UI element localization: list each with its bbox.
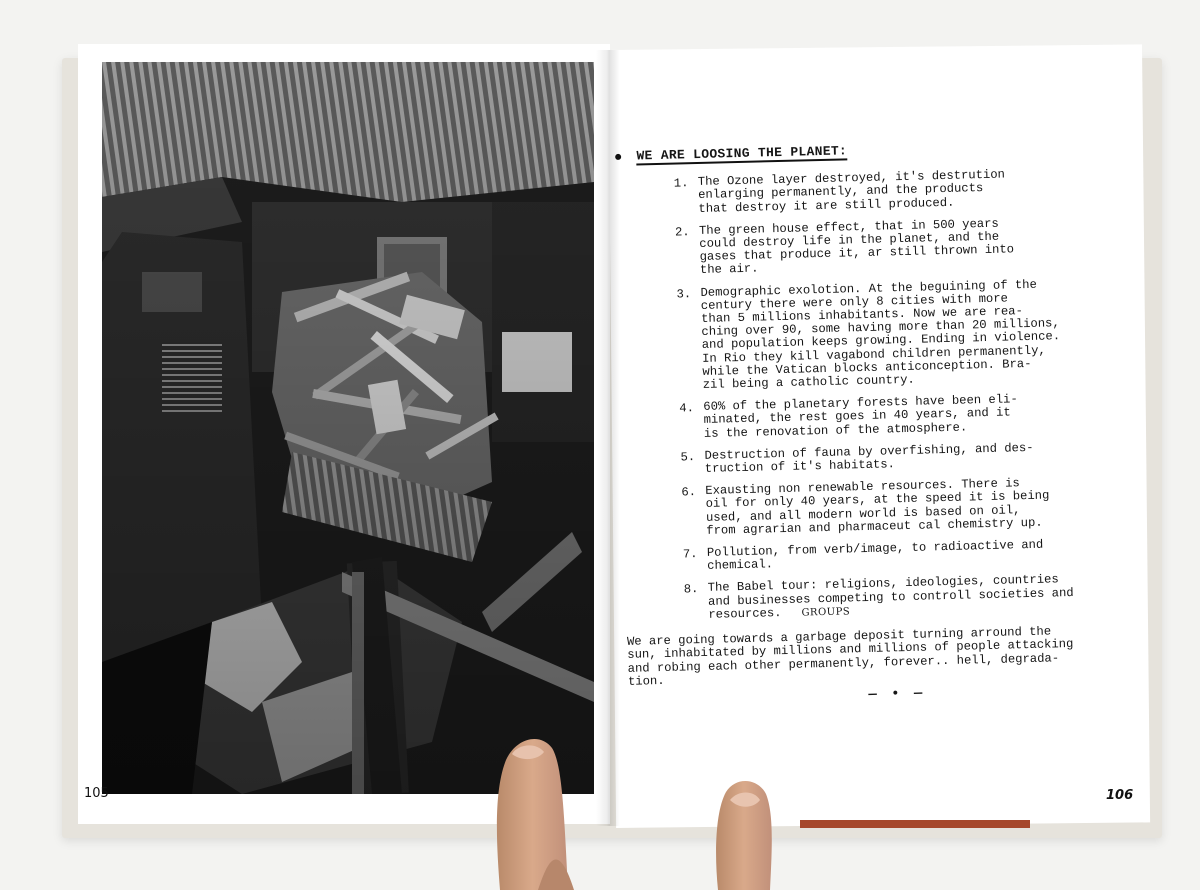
item-text: 60% of the planetary forests have been eli- minated, the rest goes in 40 years, and it is the renovation of the atmosphere. bbox=[703, 392, 1018, 441]
item-list bbox=[616, 166, 1142, 624]
bullet-dot-icon bbox=[615, 154, 621, 160]
item-text: Demographic exolotion. At the beguining of the century there were only 8 cities with more than 5 millions inhabitants. Now we are rea- ching over 90, some having more than 20 millions, and population keeps growing. Ending in violence. In Rio they kill vagabond children permanently, while the Vatican blocks anticonception. Bra- zil being a catholic country. bbox=[700, 277, 1061, 392]
left-page-number: 105 bbox=[84, 786, 109, 801]
end-mark: — • — bbox=[868, 685, 926, 703]
typewritten-text bbox=[615, 137, 1143, 708]
list-item bbox=[625, 536, 1140, 575]
list-item bbox=[622, 439, 1137, 478]
item-number: 4. bbox=[679, 401, 695, 416]
closing-paragraph: We are going towards a garbage deposit turning arround the sun, inhabitated by millions and millions of people attacking and robing each other permanently, forever.. hell, degrada- tion. bbox=[626, 624, 1074, 689]
item-number: 8. bbox=[683, 582, 699, 597]
item-text: The Ozone layer destroyed, it's destrution enlarging permanently, and the products that destroy it are still produced. bbox=[697, 167, 1006, 216]
list-item bbox=[626, 572, 1142, 624]
item-text: Destruction of fauna by overfishing, and des- truction of it's habitats. bbox=[704, 440, 1034, 476]
item-text: The green house effect, that in 500 years could destroy life in the planet, and the gases that produce it, ar still thrown into the air. bbox=[698, 216, 1015, 278]
hand-fingers bbox=[478, 730, 818, 890]
item-text: Exausting non renewable resources. There is oil for only 40 years, at the speed it is being used, and all modern world is based on oil, from agrarian and pharmaceut cal chemistry up. bbox=[705, 476, 1050, 538]
list-item bbox=[618, 276, 1135, 394]
page-heading: WE ARE LOOSING THE PLANET: bbox=[636, 144, 847, 165]
item-number: 3. bbox=[676, 286, 692, 302]
item-number: 6. bbox=[681, 485, 697, 500]
list-item bbox=[616, 166, 1132, 218]
item-number: 7. bbox=[682, 547, 698, 562]
item-number: 2. bbox=[674, 225, 690, 240]
photo-collapsed-shack bbox=[102, 62, 594, 794]
right-page-number: 106 bbox=[1106, 788, 1134, 803]
item-text: The Babel tour: religions, ideologies, countries and businesses competing to controll societies and resources. bbox=[707, 572, 1074, 622]
handwritten-note: GROUPS bbox=[801, 606, 851, 619]
item-number: 5. bbox=[680, 449, 696, 465]
item-text: Pollution, from verb/image, to radioactive and chemical. bbox=[706, 537, 1044, 574]
list-item bbox=[623, 475, 1139, 540]
spine-tab bbox=[800, 820, 1030, 828]
item-number: 1. bbox=[673, 176, 689, 191]
list-item bbox=[617, 214, 1133, 279]
list-item bbox=[621, 391, 1137, 443]
